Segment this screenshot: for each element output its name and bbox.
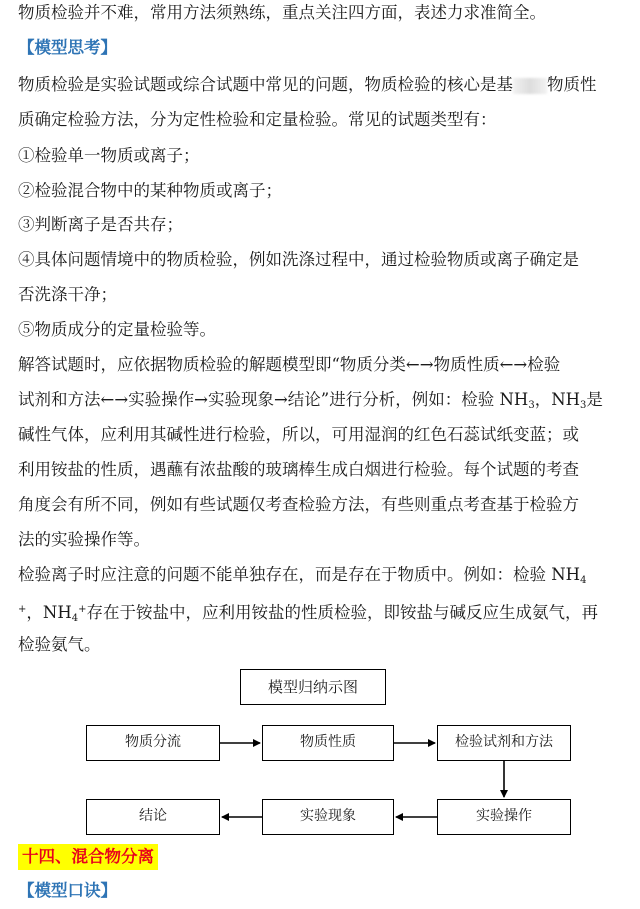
paragraph-1-line-2: 质确定检验方法，分为定性检验和定量检验。常见的试题类型有：	[18, 110, 497, 129]
list-item-1: ①检验单一物质或离子；	[18, 146, 200, 165]
list-item-4-line-2: 否洗涤干净；	[18, 285, 117, 304]
box-conclusion: 结论	[86, 799, 220, 835]
box-reagents: 检验试剂和方法	[437, 725, 571, 761]
subscript: 3	[580, 400, 587, 411]
superscript: +	[18, 604, 27, 615]
paragraph-3-line-3: 检验氨气。	[18, 635, 101, 654]
paragraph-2-line-5: 角度会有所不同，例如有些试题仅考查检验方法，有些则重点考查基于检验方	[18, 495, 579, 514]
section-heading: 十四、混合物分离	[18, 844, 158, 870]
box-phenomenon: 实验现象	[262, 799, 394, 835]
box-operation: 实验操作	[437, 799, 571, 835]
list-item-4-line-1: ④具体问题情境中的物质检验，例如洗涤过程中，通过检验物质或离子确定是	[18, 250, 579, 269]
subscript: 4	[580, 575, 587, 586]
list-item-3: ③判断离子是否共存；	[18, 215, 183, 234]
list-item-5: ⑤物质成分的定量检验等。	[18, 320, 216, 339]
box-classification: 物质分流	[86, 725, 220, 761]
intro-line: 物质检验并不难，常用方法须熟练，重点关注四方面，表述力求准简全。	[18, 3, 546, 22]
paragraph-2-line-1: 解答试题时，应依据物质检验的解题模型即“物质分类←→物质性质←→检验	[18, 355, 561, 374]
paragraph-3-text-a: 检验离子时应注意的问题不能单独存在，而是存在于物质中。例如：检验 NH	[18, 565, 581, 584]
paragraph-2-text-b: ，NH	[534, 390, 581, 409]
subscript: 3	[528, 400, 535, 411]
paragraph-1-text-a: 物质检验是实验试题或综合试题中常见的问题，物质检验的核心是基	[18, 75, 513, 94]
list-item-2: ②检验混合物中的某种物质或离子；	[18, 181, 282, 200]
model-thinking-heading: 【模型思考】	[18, 38, 117, 57]
model-mnemonic-heading: 【模型口诀】	[18, 881, 117, 900]
paragraph-3-text-c: 存在于铵盐中，应利用铵盐的性质检验，即铵盐与碱反应生成氨气，再	[86, 603, 598, 622]
paragraph-3-text-b: ，NH	[26, 603, 72, 622]
paragraph-2-line-4: 利用铵盐的性质，遇蘸有浓盐酸的玻璃棒生成白烟进行检验。每个试题的考查	[18, 460, 579, 479]
diagram-title: 模型归纳示图	[240, 669, 386, 705]
box-properties: 物质性质	[262, 725, 394, 761]
paragraph-1-text-b: 物质性	[547, 75, 597, 94]
superscript: +	[78, 604, 87, 615]
paragraph-2-line-6: 法的实验操作等。	[18, 530, 150, 549]
paragraph-2-line-3: 碱性气体，应利用其碱性进行检验，所以，可用湿润的红色石蕊试纸变蓝；或	[18, 425, 579, 444]
paragraph-2-text-c: 是	[586, 390, 603, 409]
paragraph-2-text-a: 试剂和方法←→实验操作→实验现象→结论”进行分析，例如：检验 NH	[18, 390, 529, 409]
subscript: 4	[71, 613, 79, 624]
